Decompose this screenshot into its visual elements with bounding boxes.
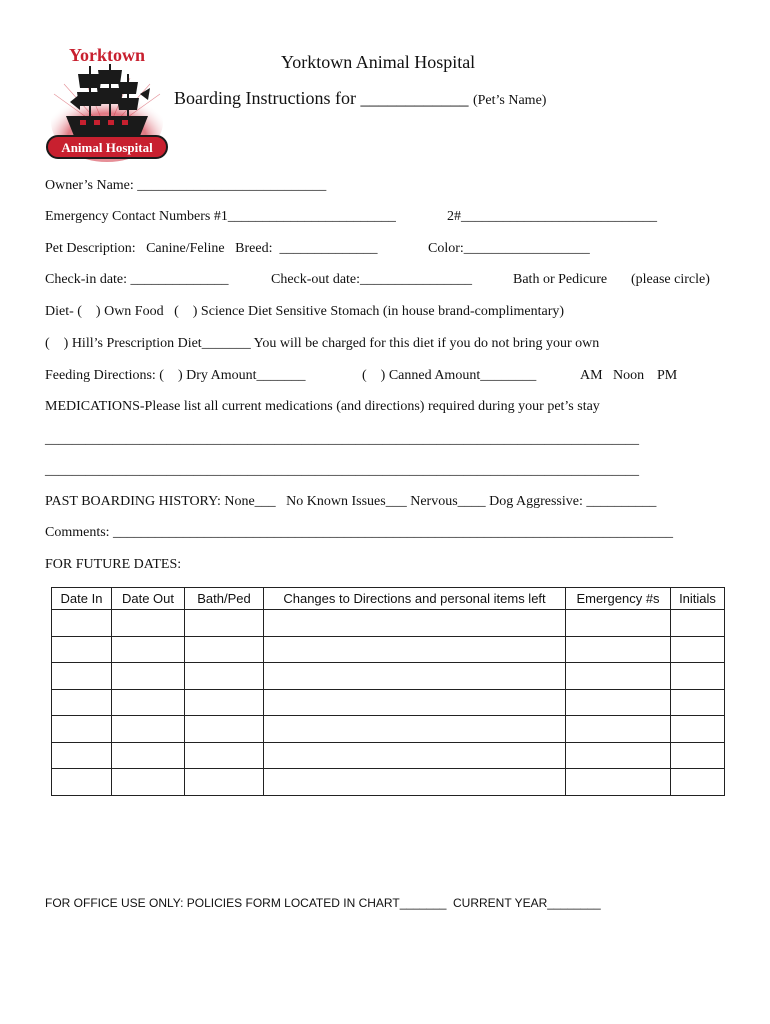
table-cell[interactable]	[185, 716, 264, 743]
pet-color-field[interactable]: Color:__________________	[428, 241, 590, 256]
table-cell[interactable]	[566, 663, 671, 690]
table-cell[interactable]	[264, 689, 566, 716]
column-header-date-in: Date In	[52, 588, 112, 610]
owner-name-field[interactable]: Owner’s Name: ___________________________	[45, 178, 327, 193]
table-header-row	[52, 588, 725, 610]
table-cell[interactable]	[264, 663, 566, 690]
medications-instructions: MEDICATIONS-Please list all current medications (and directions) required during your pet’s stay	[45, 399, 600, 414]
table-cell[interactable]	[566, 716, 671, 743]
table-cell[interactable]	[52, 610, 112, 637]
table-cell[interactable]	[264, 610, 566, 637]
table-cell[interactable]	[112, 663, 185, 690]
column-header-date-out: Date Out	[112, 588, 185, 610]
table-cell[interactable]	[264, 742, 566, 769]
table-cell[interactable]	[112, 742, 185, 769]
diet-options[interactable]: Diet- ( ) Own Food ( ) Science Diet Sensitive Stomach (in house brand-complimentary)	[45, 304, 565, 319]
table-cell[interactable]	[566, 636, 671, 663]
comments-field[interactable]: Comments: ________________________________________________________________________________	[45, 525, 674, 540]
table-cell[interactable]	[566, 742, 671, 769]
table-cell[interactable]	[112, 716, 185, 743]
table-cell[interactable]	[264, 716, 566, 743]
table-row	[52, 716, 725, 743]
current-year-field[interactable]: CURRENT YEAR________	[453, 896, 601, 910]
page-title: Yorktown Animal Hospital	[281, 52, 476, 72]
table-cell[interactable]	[52, 769, 112, 796]
feeding-dry-amount-field[interactable]: Feeding Directions: ( ) Dry Amount_______	[45, 368, 306, 383]
logo-top-text: Yorktown	[68, 45, 146, 65]
table-cell[interactable]	[566, 610, 671, 637]
feeding-time-noon[interactable]: Noon	[613, 368, 645, 383]
emergency-contact-1-field[interactable]: Emergency Contact Numbers #1________________________	[45, 209, 396, 224]
table-cell[interactable]	[566, 769, 671, 796]
boarding-instructions-label: Boarding Instructions for ____________	[174, 88, 469, 108]
form-subtitle	[174, 88, 546, 109]
column-header-bath-ped: Bath/Ped	[185, 588, 264, 610]
medications-line-2[interactable]: ________________________________________________________________________________________	[45, 462, 639, 477]
table-cell[interactable]	[112, 636, 185, 663]
table-cell[interactable]	[52, 742, 112, 769]
table-cell[interactable]	[671, 716, 725, 743]
logo-bottom-text: Animal Hospital	[61, 140, 153, 155]
table-row	[52, 610, 725, 637]
pet-description-field[interactable]: Pet Description: Canine/Feline Breed: ______________	[45, 241, 378, 256]
table-cell[interactable]	[52, 689, 112, 716]
table-cell[interactable]	[52, 636, 112, 663]
table-cell[interactable]	[112, 689, 185, 716]
table-row	[52, 636, 725, 663]
table-cell[interactable]	[185, 769, 264, 796]
table-cell[interactable]	[185, 742, 264, 769]
table-cell[interactable]	[264, 636, 566, 663]
table-row	[52, 689, 725, 716]
table-cell[interactable]	[52, 716, 112, 743]
future-dates-table	[51, 587, 725, 796]
table-cell[interactable]	[185, 636, 264, 663]
column-header-emergency: Emergency #s	[566, 588, 671, 610]
please-circle-note: (please circle)	[631, 272, 710, 287]
feeding-canned-amount-field[interactable]: ( ) Canned Amount________	[362, 368, 537, 383]
table-cell[interactable]	[112, 610, 185, 637]
table-cell[interactable]	[264, 769, 566, 796]
table-cell[interactable]	[185, 663, 264, 690]
future-dates-heading: FOR FUTURE DATES:	[45, 557, 182, 572]
table-row	[52, 663, 725, 690]
column-header-changes: Changes to Directions and personal items left	[264, 588, 566, 610]
hills-diet-option[interactable]: ( ) Hill’s Prescription Diet_______ You will be charged for this diet if you do not bring your own	[45, 336, 600, 351]
table-cell[interactable]	[671, 663, 725, 690]
table-cell[interactable]	[112, 769, 185, 796]
medications-line-1[interactable]: ________________________________________________________________________________________	[45, 431, 639, 446]
table-cell[interactable]	[52, 663, 112, 690]
table-row	[52, 742, 725, 769]
check-in-date-field[interactable]: Check-in date: ______________	[45, 272, 229, 287]
table-cell[interactable]	[671, 610, 725, 637]
table-cell[interactable]	[566, 689, 671, 716]
past-boarding-history-field[interactable]: PAST BOARDING HISTORY: None___ No Known Issues___ Nervous____ Dog Aggressive: __________	[45, 494, 657, 509]
hospital-logo	[44, 44, 170, 162]
ship-emblem-icon	[44, 44, 170, 162]
table-cell[interactable]	[671, 742, 725, 769]
column-header-initials: Initials	[671, 588, 725, 610]
emergency-contact-2-field[interactable]: 2#____________________________	[447, 209, 657, 224]
table-cell[interactable]	[671, 636, 725, 663]
table-row	[52, 769, 725, 796]
feeding-time-am[interactable]: AM	[580, 368, 603, 383]
bath-or-pedicure-option[interactable]: Bath or Pedicure	[513, 272, 608, 287]
table-body	[52, 610, 725, 796]
check-out-date-field[interactable]: Check-out date:________________	[271, 272, 473, 287]
office-use-policies-field[interactable]: FOR OFFICE USE ONLY: POLICIES FORM LOCATED IN CHART_______	[45, 896, 447, 910]
feeding-time-pm[interactable]: PM	[657, 368, 678, 383]
table-cell[interactable]	[671, 689, 725, 716]
pet-name-note: (Pet’s Name)	[472, 93, 547, 108]
table-cell[interactable]	[671, 769, 725, 796]
table-cell[interactable]	[185, 610, 264, 637]
table-cell[interactable]	[185, 689, 264, 716]
